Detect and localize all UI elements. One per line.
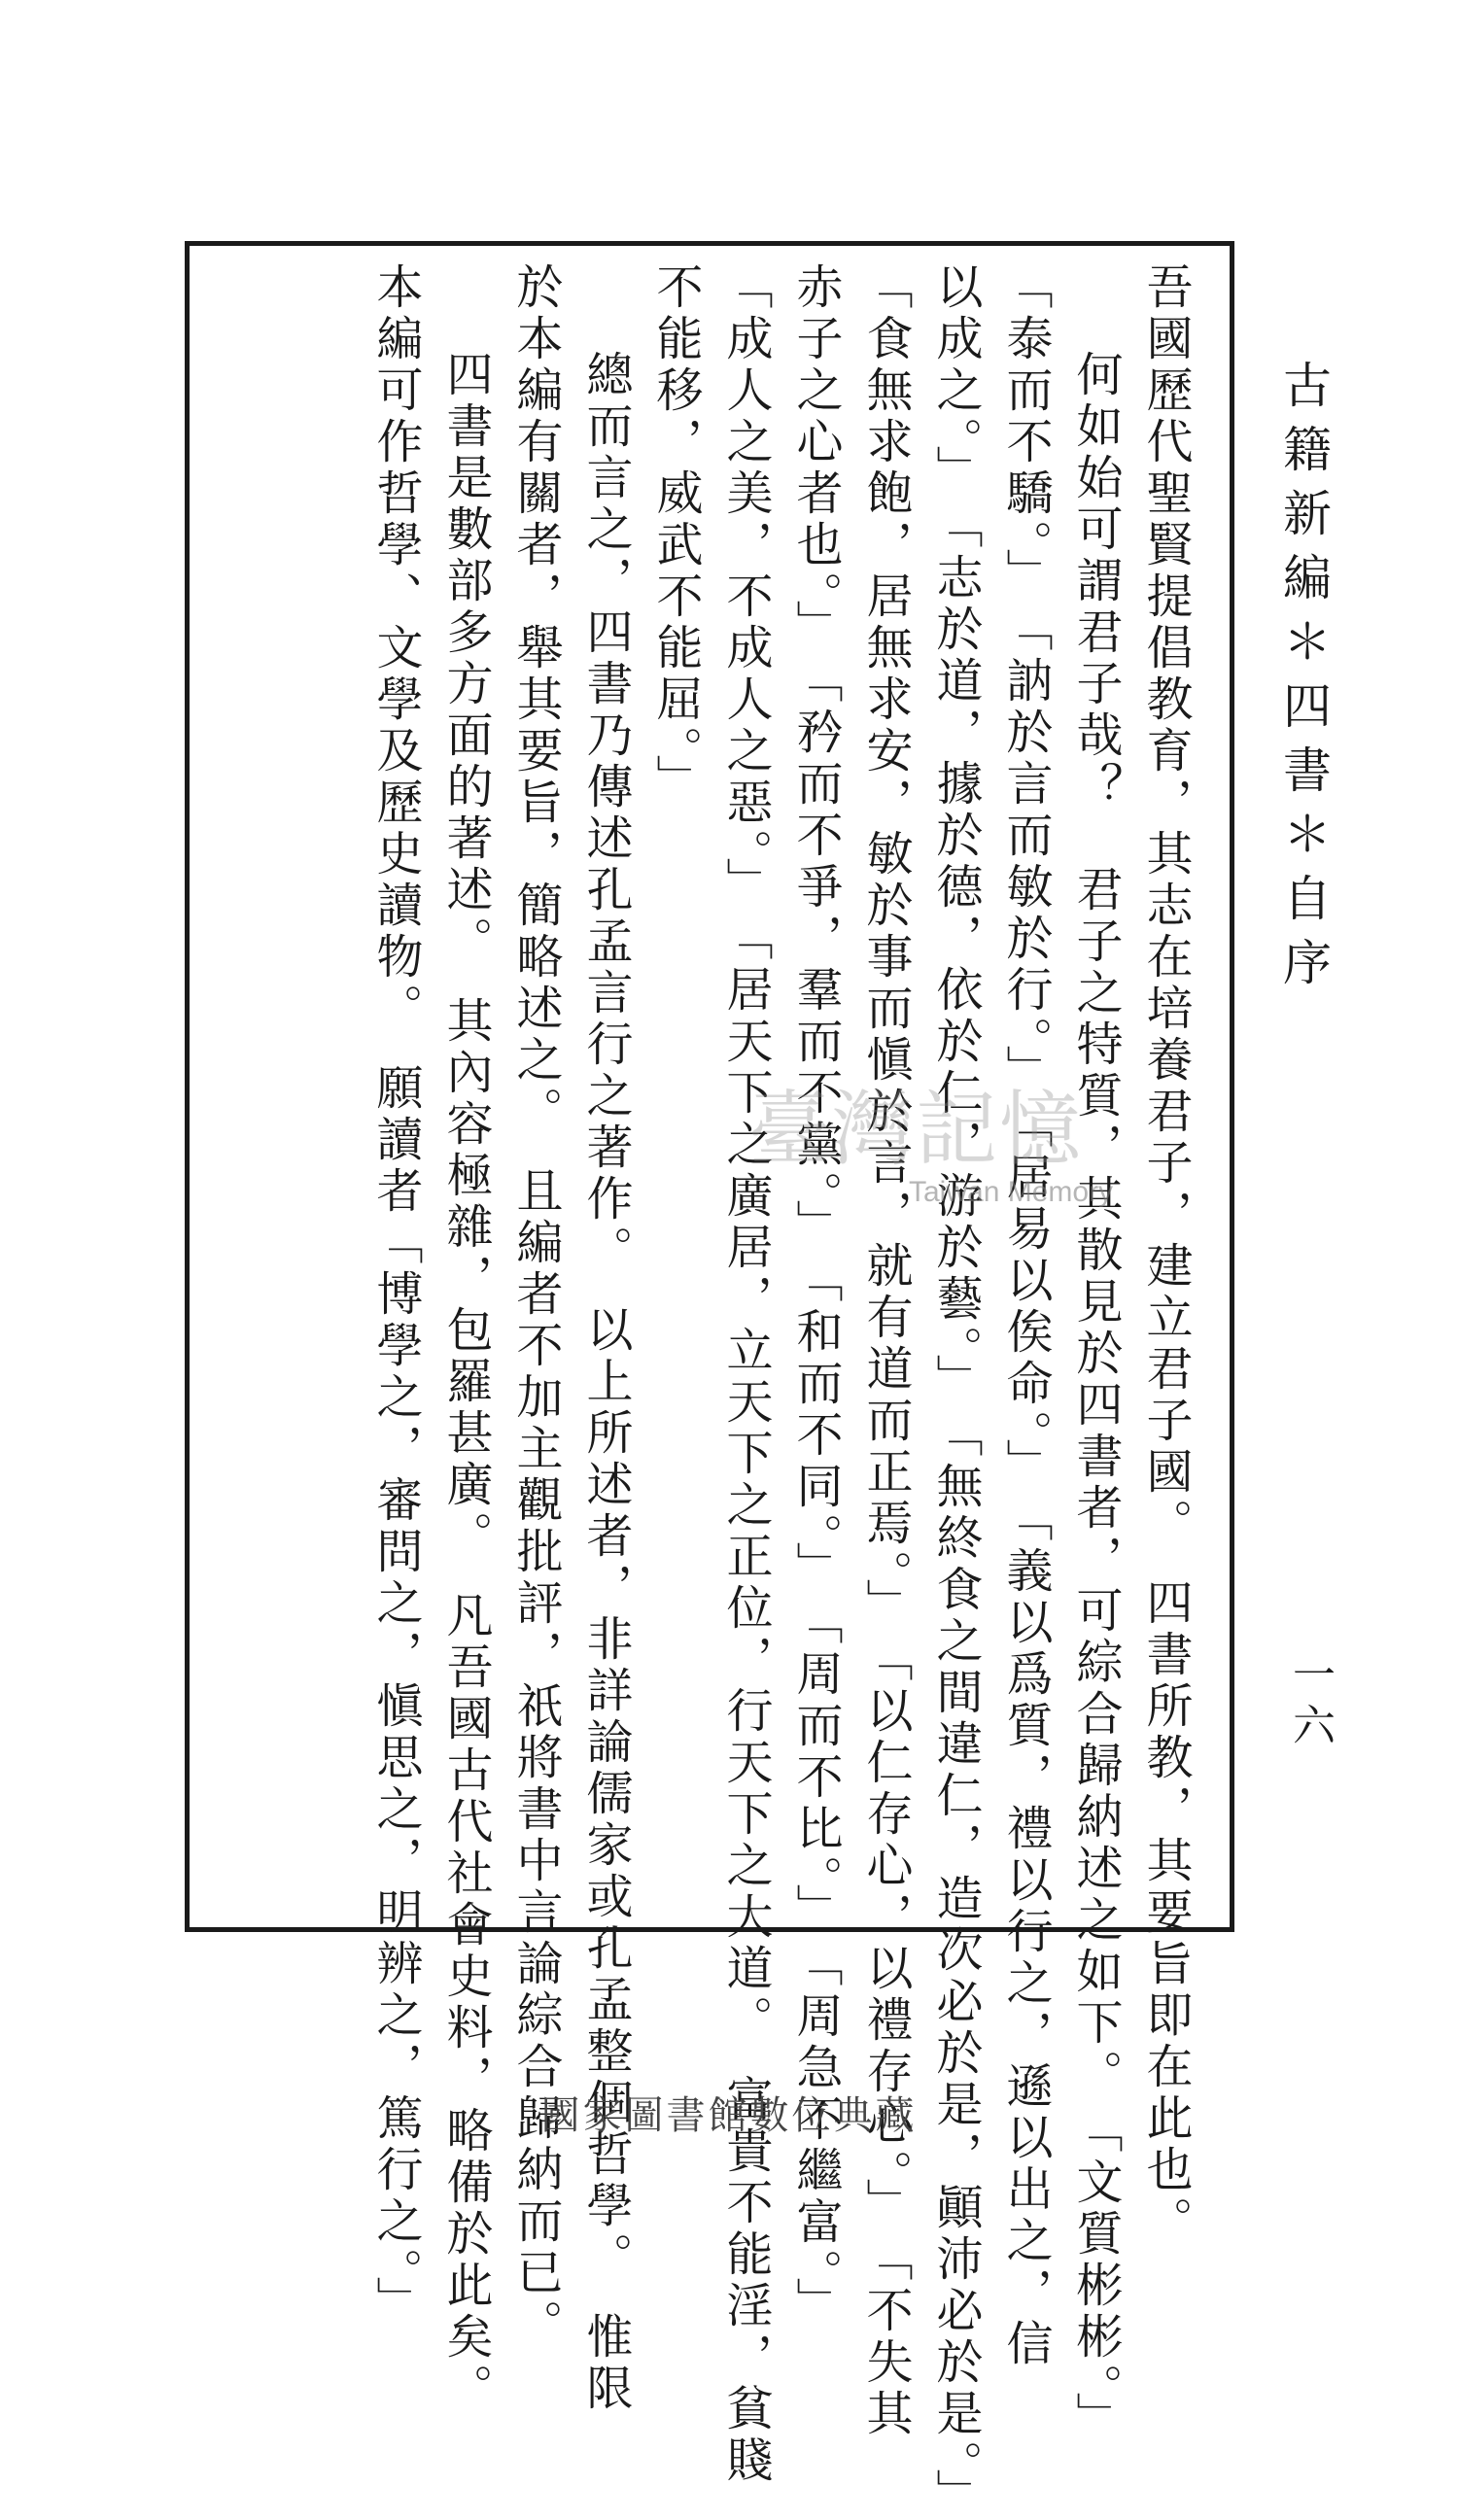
text-column: 本編可作哲學、文學及歷史讀物。 願讀者「博學之，審問之，愼思之，明辨之，篤行之。」 — [368, 262, 423, 2328]
text-column: 何如始可謂君子哉？ 君子之特質，其散見於四書者，可綜合歸納述之如下。 「文質彬彬。」 — [1068, 350, 1123, 2443]
text-column: 「泰而不驕。」 「訥於言而敏於行。」 「居易以俟命。」 「義以爲質，禮以行之，遜以出之，信 — [998, 262, 1053, 2370]
text-column: 於本編有關者，舉其要旨，簡略述之。 且編者不加主觀批評，祇將書中言論綜合歸納而已。 — [508, 262, 563, 2351]
page-number: 一六 — [1285, 1652, 1335, 1753]
watermark-logo: 臺灣記憶 — [748, 1082, 1084, 1177]
text-column: 總而言之，四書乃傳述孔孟言行之著作。 以上所述者，非詳論儒家或孔孟整個哲學。 惟限 — [578, 350, 633, 2415]
text-column: 四書是數部多方面的著述。 其內容極雜，包羅甚廣。 凡吾國古代社會史料，略備於此矣。 — [438, 350, 493, 2415]
text-column: 赤子之心者也。」 「矜而不爭，羣而不黨。」 「和而不同。」 「周而不比。」 「周急不繼富。」 — [788, 262, 843, 2329]
text-column: 不能移，威武不能屈。」 — [648, 262, 703, 806]
watermark-caption: Taiwan Memory — [909, 1176, 1114, 1208]
text-column: 以成之。」 「志於道，據於德，依於仁，游於藝。」 「無終食之間違仁，造次必於是，顚沛必於是。」 — [928, 262, 983, 2520]
library-footer: 國家圖書館數位典藏 — [540, 2093, 918, 2138]
text-column: 吾國歷代聖賢提倡教育，其志在培養君子，建立君子國。 四書所教，其要旨即在此也。 — [1138, 262, 1193, 2248]
running-head: 古籍新編＊四書＊自序 — [1275, 360, 1332, 1001]
text-column: 「成人之美，不成人之惡。」 「居天下之廣居，立天下之正位，行天下之大道。 富貴不能淫，貧賤 — [718, 262, 773, 2487]
text-column: 「食無求飽，居無求安，敏於事而愼於言，就有道而正焉。」 「以仁存心，以禮存心。」 「不失其 — [858, 262, 913, 2440]
